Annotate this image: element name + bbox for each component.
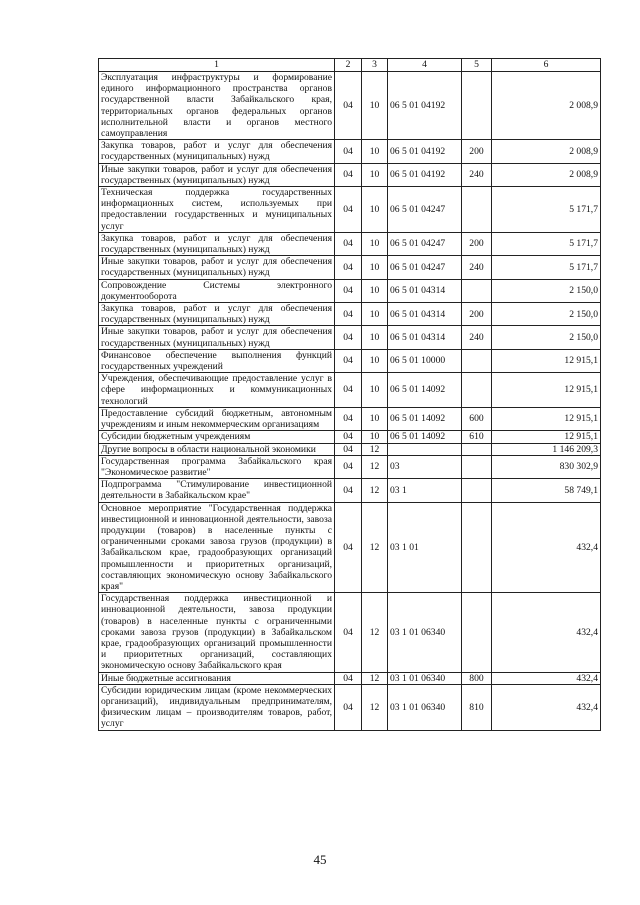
row-section: 04 (335, 279, 362, 302)
row-subsection: 12 (362, 502, 388, 593)
row-subsection: 10 (362, 373, 388, 408)
row-amount: 12 915,1 (492, 407, 601, 430)
row-expense-type: 800 (462, 672, 492, 684)
table-row (99, 349, 601, 372)
table-row (99, 72, 601, 140)
table-row (99, 502, 601, 593)
row-subsection: 10 (362, 187, 388, 233)
row-section: 04 (335, 407, 362, 430)
row-expense-type (462, 349, 492, 372)
row-section: 04 (335, 232, 362, 255)
table-row (99, 593, 601, 672)
table-row (99, 140, 601, 163)
row-subsection: 10 (362, 140, 388, 163)
row-amount: 1 146 209,3 (492, 443, 601, 455)
row-target-code: 03 1 01 06340 (388, 593, 462, 672)
table-row (99, 163, 601, 186)
row-target-code: 03 1 01 06340 (388, 672, 462, 684)
table-row (99, 684, 601, 730)
table-row (99, 455, 601, 478)
header-col-4: 4 (388, 59, 462, 72)
row-section: 04 (335, 140, 362, 163)
table-header-row (99, 59, 601, 72)
row-expense-type: 600 (462, 407, 492, 430)
row-expense-type (462, 479, 492, 502)
row-expense-type: 200 (462, 303, 492, 326)
row-name: Субсидии бюджетным учреждениям (99, 431, 335, 443)
row-expense-type (462, 455, 492, 478)
row-amount: 2 008,9 (492, 163, 601, 186)
row-expense-type (462, 187, 492, 233)
table-row (99, 373, 601, 408)
table-row (99, 407, 601, 430)
row-name: Государственная поддержка инвестиционной и инновационной деятельности, завоза продукции (товаров) в населенные пункты с ограниченными сроками завоза грузов (продукции) в Забайкальском крае, градообразующих организаций промышленности и приоритетных организаций, составляющих экономическую основу Забайкальского края (99, 593, 335, 672)
row-target-code: 06 5 01 04247 (388, 256, 462, 279)
table-row (99, 326, 601, 349)
row-subsection: 12 (362, 443, 388, 455)
row-subsection: 12 (362, 684, 388, 730)
row-subsection: 10 (362, 163, 388, 186)
row-section: 04 (335, 72, 362, 140)
row-amount: 12 915,1 (492, 431, 601, 443)
row-amount: 5 171,7 (492, 187, 601, 233)
row-target-code: 06 5 01 04192 (388, 140, 462, 163)
row-amount: 432,4 (492, 672, 601, 684)
row-name: Основное мероприятие "Государственная поддержка инвестиционной и инновационной деятельности, завоза продукции (товаров) в населенные пункты с ограниченными сроками завоза грузов (продукции) в Забайкальском крае, градообразующих организаций промышленности и приоритетных организаций, составляющих экономическую основу Забайкальского края" (99, 502, 335, 593)
table-row (99, 479, 601, 502)
budget-table (98, 58, 601, 731)
row-subsection: 10 (362, 349, 388, 372)
row-expense-type (462, 593, 492, 672)
row-name: Иные закупки товаров, работ и услуг для обеспечения государственных (муниципальных) нужд (99, 326, 335, 349)
row-expense-type (462, 279, 492, 302)
row-amount: 2 150,0 (492, 303, 601, 326)
row-expense-type: 200 (462, 232, 492, 255)
row-target-code: 06 5 01 14092 (388, 373, 462, 408)
table-row (99, 443, 601, 455)
row-name: Сопровождение Системы электронного документооборота (99, 279, 335, 302)
table-row (99, 672, 601, 684)
row-section: 04 (335, 349, 362, 372)
row-subsection: 10 (362, 303, 388, 326)
row-subsection: 12 (362, 672, 388, 684)
row-amount: 2 150,0 (492, 279, 601, 302)
row-name: Иные закупки товаров, работ и услуг для обеспечения государственных (муниципальных) нужд (99, 256, 335, 279)
row-name: Предоставление субсидий бюджетным, автономным учреждениям и иным некоммерческим организациям (99, 407, 335, 430)
row-target-code (388, 443, 462, 455)
table-row (99, 279, 601, 302)
row-section: 04 (335, 256, 362, 279)
row-target-code: 06 5 01 14092 (388, 407, 462, 430)
row-target-code: 06 5 01 04192 (388, 72, 462, 140)
row-expense-type (462, 373, 492, 408)
row-target-code: 06 5 01 14092 (388, 431, 462, 443)
row-name: Закупка товаров, работ и услуг для обеспечения государственных (муниципальных) нужд (99, 140, 335, 163)
row-expense-type (462, 502, 492, 593)
row-target-code: 06 5 01 04192 (388, 163, 462, 186)
row-target-code: 03 1 (388, 479, 462, 502)
table-row (99, 232, 601, 255)
header-col-6: 6 (492, 59, 601, 72)
row-amount: 12 915,1 (492, 373, 601, 408)
row-subsection: 12 (362, 479, 388, 502)
row-name: Иные закупки товаров, работ и услуг для обеспечения государственных (муниципальных) нужд (99, 163, 335, 186)
row-section: 04 (335, 373, 362, 408)
row-subsection: 10 (362, 326, 388, 349)
row-target-code: 03 (388, 455, 462, 478)
row-expense-type: 240 (462, 256, 492, 279)
row-name: Финансовое обеспечение выполнения функций государственных учреждений (99, 349, 335, 372)
row-section: 04 (335, 479, 362, 502)
row-name: Иные бюджетные ассигнования (99, 672, 335, 684)
row-subsection: 10 (362, 72, 388, 140)
row-amount: 12 915,1 (492, 349, 601, 372)
row-section: 04 (335, 431, 362, 443)
row-amount: 432,4 (492, 593, 601, 672)
row-name: Подпрограмма "Стимулирование инвестиционной деятельности в Забайкальском крае" (99, 479, 335, 502)
row-target-code: 06 5 01 04247 (388, 187, 462, 233)
row-expense-type: 810 (462, 684, 492, 730)
row-subsection: 10 (362, 232, 388, 255)
row-name: Другие вопросы в области национальной экономики (99, 443, 335, 455)
header-col-3: 3 (362, 59, 388, 72)
row-target-code: 06 5 01 04314 (388, 303, 462, 326)
row-expense-type: 610 (462, 431, 492, 443)
row-subsection: 10 (362, 431, 388, 443)
row-amount: 432,4 (492, 502, 601, 593)
row-expense-type: 240 (462, 163, 492, 186)
row-name: Эксплуатация инфраструктуры и формирование единого информационного пространства органов государственной власти Забайкальского края, территориальных органов федеральных органов исполнительной власти и органов местного самоуправления (99, 72, 335, 140)
row-target-code: 06 5 01 04314 (388, 326, 462, 349)
row-subsection: 10 (362, 279, 388, 302)
table-row (99, 303, 601, 326)
row-target-code: 06 5 01 10000 (388, 349, 462, 372)
row-amount: 58 749,1 (492, 479, 601, 502)
row-section: 04 (335, 303, 362, 326)
row-section: 04 (335, 455, 362, 478)
row-subsection: 12 (362, 593, 388, 672)
row-section: 04 (335, 187, 362, 233)
row-target-code: 03 1 01 (388, 502, 462, 593)
row-section: 04 (335, 593, 362, 672)
row-section: 04 (335, 443, 362, 455)
row-name: Закупка товаров, работ и услуг для обеспечения государственных (муниципальных) нужд (99, 303, 335, 326)
row-amount: 2 008,9 (492, 140, 601, 163)
row-amount: 432,4 (492, 684, 601, 730)
row-name: Техническая поддержка государственных информационных систем, используемых при предоставлении государственных и муниципальных услуг (99, 187, 335, 233)
header-col-1: 1 (99, 59, 335, 72)
row-amount: 2 008,9 (492, 72, 601, 140)
row-target-code: 06 5 01 04247 (388, 232, 462, 255)
row-name: Субсидии юридическим лицам (кроме некоммерческих организаций), индивидуальным предпринимателям, физическим лицам – производителям товаров, работ, услуг (99, 684, 335, 730)
row-name: Учреждения, обеспечивающие предоставление услуг в сфере информационных и коммуникационных технологий (99, 373, 335, 408)
row-expense-type (462, 443, 492, 455)
header-col-5: 5 (462, 59, 492, 72)
row-subsection: 10 (362, 256, 388, 279)
row-subsection: 10 (362, 407, 388, 430)
table-row (99, 187, 601, 233)
page-number: 45 (313, 852, 327, 867)
row-amount: 5 171,7 (492, 256, 601, 279)
row-expense-type: 200 (462, 140, 492, 163)
row-section: 04 (335, 163, 362, 186)
table-row (99, 431, 601, 443)
row-expense-type (462, 72, 492, 140)
row-name: Закупка товаров, работ и услуг для обеспечения государственных (муниципальных) нужд (99, 232, 335, 255)
row-amount: 5 171,7 (492, 232, 601, 255)
row-section: 04 (335, 502, 362, 593)
row-target-code: 06 5 01 04314 (388, 279, 462, 302)
row-target-code: 03 1 01 06340 (388, 684, 462, 730)
row-name: Государственная программа Забайкальского края "Экономическое развитие" (99, 455, 335, 478)
row-section: 04 (335, 326, 362, 349)
header-col-2: 2 (335, 59, 362, 72)
row-section: 04 (335, 672, 362, 684)
row-expense-type: 240 (462, 326, 492, 349)
table-row (99, 256, 601, 279)
row-section: 04 (335, 684, 362, 730)
row-amount: 2 150,0 (492, 326, 601, 349)
row-subsection: 12 (362, 455, 388, 478)
row-amount: 830 302,9 (492, 455, 601, 478)
